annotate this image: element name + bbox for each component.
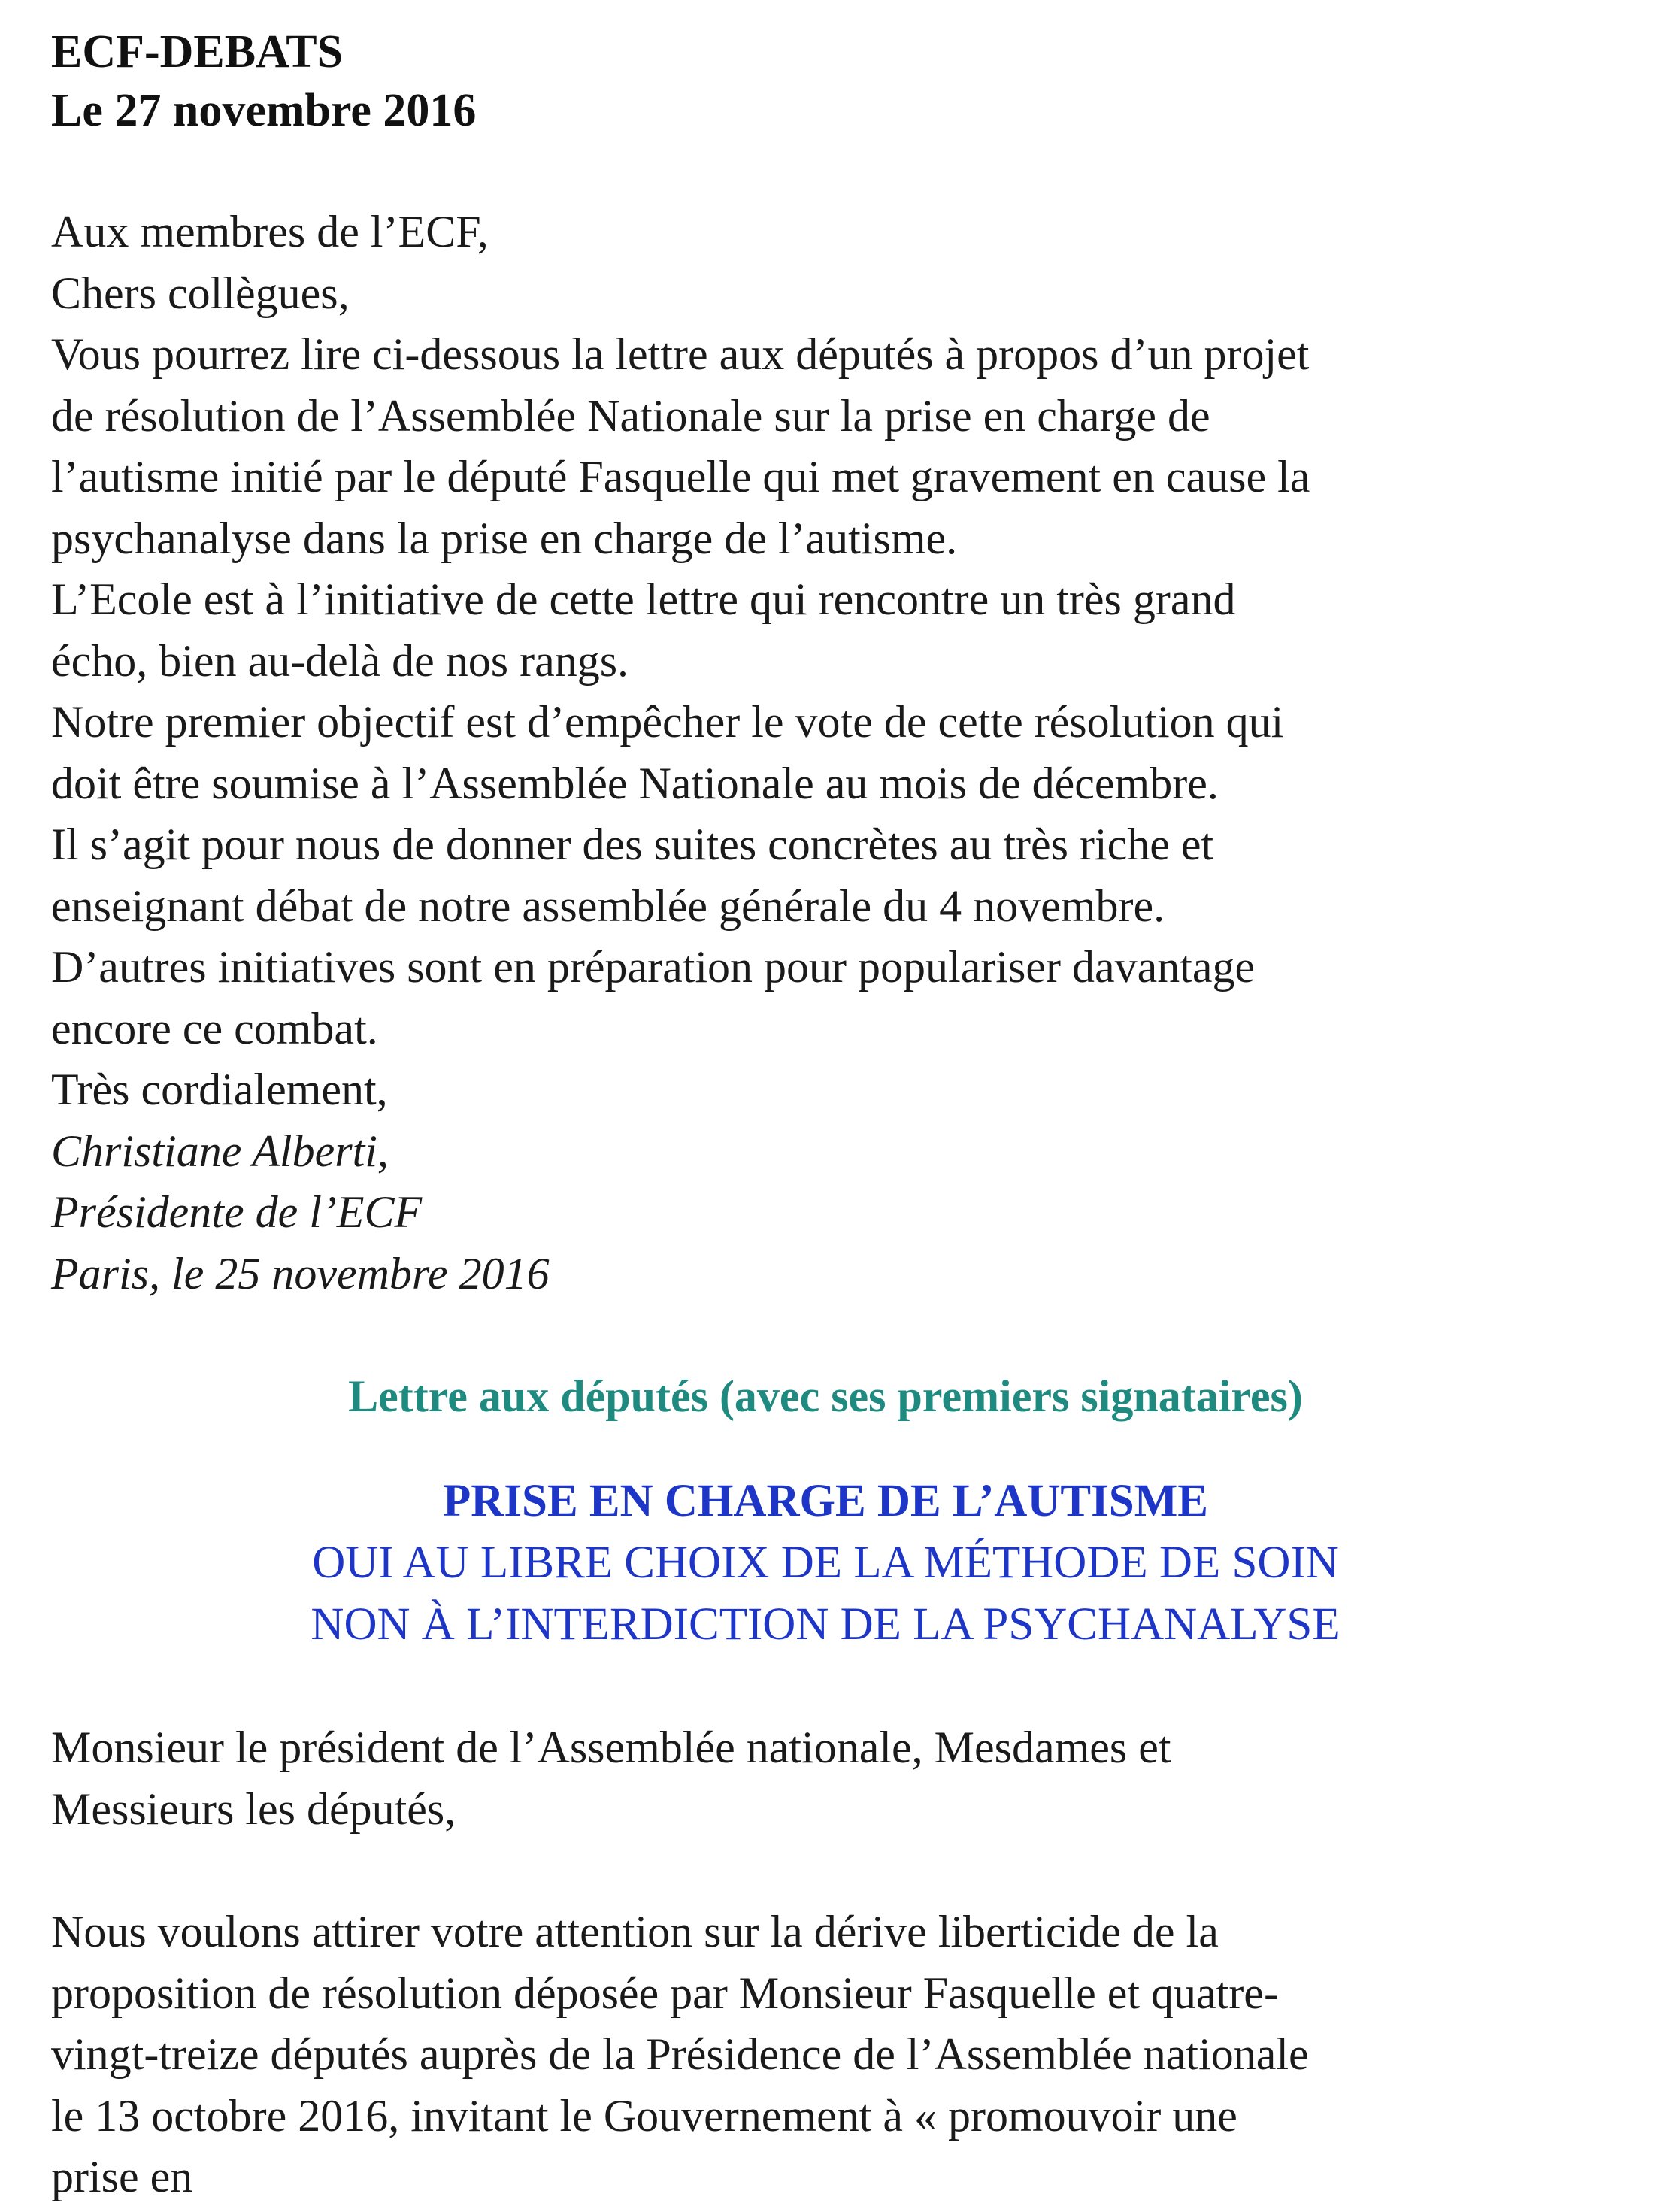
intro-line: Chers collègues,: [51, 268, 350, 318]
publication-name: ECF-DEBATS: [51, 26, 344, 77]
body-line: le 13 octobre 2016, invitant le Gouvernement à « promouvoir une: [51, 2090, 1237, 2141]
intro-line: enseignant débat de notre assemblée générale du 4 novembre.: [51, 880, 1165, 931]
headline: [51, 1471, 1600, 1656]
publication-date: Le 27 novembre 2016: [51, 85, 477, 136]
body-line: Nous voulons attirer votre attention sur la dérive liberticide de la: [51, 1907, 1219, 1956]
intro-line: écho, bien au-delà de nos rangs.: [51, 635, 629, 686]
salutation: [51, 1717, 1600, 1840]
intro-line: Vous pourrez lire ci-dessous la lettre aux députés à propos d’un projet: [51, 329, 1310, 379]
signature-role: Présidente de l’ECF: [51, 1187, 423, 1237]
body-paragraph: [51, 1901, 1600, 2208]
intro-line: L’Ecole est à l’initiative de cette lettre qui rencontre un très grand: [51, 574, 1236, 624]
intro-line: de résolution de l’Assemblée Nationale sur la prise en charge de: [51, 390, 1210, 441]
closing-line: Très cordialement,: [51, 1065, 388, 1114]
intro-line: doit être soumise à l’Assemblée Nationale au mois de décembre.: [51, 758, 1219, 808]
letter-title: Lettre aux députés (avec ses premiers signataires): [348, 1371, 1303, 1421]
headline-line: PRISE EN CHARGE DE L’AUTISME: [443, 1476, 1208, 1526]
intro-line: Aux membres de l’ECF,: [51, 207, 489, 256]
signature-name: Christiane Alberti,: [51, 1126, 389, 1176]
salutation-line: Messieurs les députés,: [51, 1783, 456, 1834]
document-header: [51, 23, 1600, 140]
intro-line: Il s’agit pour nous de donner des suites concrètes au très riche et: [51, 820, 1214, 869]
salutation-line: Monsieur le président de l’Assemblée nationale, Mesdames et: [51, 1723, 1171, 1772]
intro-letter: [51, 202, 1600, 1304]
intro-line: Notre premier objectif est d’empêcher le vote de cette résolution qui: [51, 697, 1284, 747]
document-page: [51, 23, 1600, 2208]
body-line: prise en: [51, 2152, 193, 2201]
body-line: vingt-treize députés auprès de la Présidence de l’Assemblée nationale: [51, 2029, 1309, 2079]
intro-line: D’autres initiatives sont en préparation pour populariser davantage: [51, 942, 1256, 992]
headline-line: OUI AU LIBRE CHOIX DE LA MÉTHODE DE SOIN: [312, 1538, 1339, 1588]
signature-place-date: Paris, le 25 novembre 2016: [51, 1248, 550, 1298]
headline-line: NON À L’INTERDICTION DE LA PSYCHANALYSE: [311, 1599, 1340, 1650]
intro-line: psychanalyse dans la prise en charge de l’autisme.: [51, 513, 958, 563]
intro-line: l’autisme initié par le député Fasquelle qui met gravement en cause la: [51, 452, 1310, 501]
intro-line: encore ce combat.: [51, 1003, 378, 1053]
body-line: proposition de résolution déposée par Monsieur Fasquelle et quatre-: [51, 1968, 1279, 2018]
